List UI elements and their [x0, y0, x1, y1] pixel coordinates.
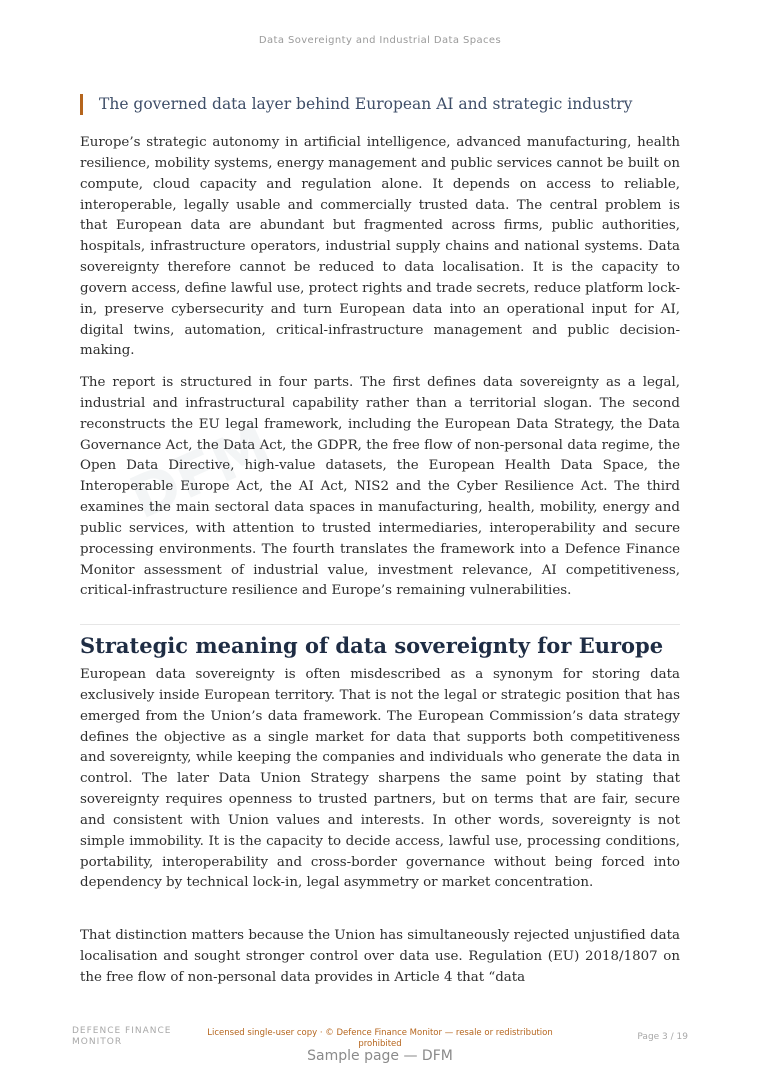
- footer-license-notice: Licensed single-user copy · © Defence Finance Monitor — resale or redistribution prohibited: [207, 1028, 553, 1049]
- body-paragraph-2: The report is structured in four parts. The first defines data sovereignty as a legal, industrial and infrastructural capability rather than a territorial slogan. The second reconstructs the EU legal framework, including the European Data Strategy, the Data Governance Act, the Data Act, the GDPR, the free flow of non-personal data regime, the Open Data Directive, high-value datasets, the European Health Data Space, the Interoperable Europe Act, the AI Act, NIS2 and the Cyber Resilience Act. The third examines the main sectoral data spaces in manufacturing, health, mobility, energy and public services, with attention to trusted intermediaries, interoperability and secure processing environments. The fourth translates the framework into a Defence Finance Monitor assessment of industrial value, investment relevance, AI competitiveness, critical-infrastructure resilience and Europe’s remaining vulnerabilities.: [80, 375, 680, 599]
- running-header: Data Sovereignty and Industrial Data Spaces: [258, 35, 502, 46]
- body-paragraph-3: European data sovereignty is often misdescribed as a synonym for storing data exclusively inside European territory. That is not the legal or strategic position that has emerged from the Union’s data framework. The European Commission’s data strategy defines the objective as a single market for data that supports both competitiveness and sovereignty, while keeping the companies and individuals who generate the data in control. The later Data Union Strategy sharpens the same point by stating that sovereignty requires openness to trusted partners, but on terms that are fair, secure and consistent with Union values and interests. In other words, sovereignty is not simple immobility. It is the capacity to decide access, lawful use, processing conditions, portability, interoperability and cross-border governance without being forced into dependency by technical lock-in, legal asymmetry or market concentration.: [80, 667, 680, 891]
- body-paragraph-1: Europe’s strategic autonomy in artificial intelligence, advanced manufacturing, health resilience, mobility systems, energy management and public services cannot be built on compute, cloud capacity and regulation alone. It depends on access to reliable, interoperable, legally usable and commercially trusted data. The central problem is that European data are abundant but fragmented across firms, public authorities, hospitals, infrastructure operators, industrial supply chains and national systems. Data sovereignty therefore cannot be reduced to data localisation. It is the capacity to govern access, define lawful use, protect rights and trade secrets, reduce platform lock-in, preserve cybersecurity and turn European data into an operational input for AI, digital twins, automation, critical-infrastructure management and public decision-making.: [80, 135, 680, 359]
- footer-brand-line-2: MONITOR: [72, 1036, 123, 1047]
- watermark: DFM: [120, 410, 281, 533]
- page-number: Page 3 / 19: [637, 1032, 688, 1042]
- footer-brand: [72, 1026, 202, 1047]
- section-heading: Strategic meaning of data sovereignty for Europe: [80, 633, 664, 658]
- section-divider: [80, 624, 680, 625]
- sample-page-label: Sample page — DFM: [307, 1048, 453, 1064]
- callout-subtitle: The governed data layer behind European AI and strategic industry: [80, 94, 699, 115]
- footer-brand-line-1: DEFENCE FINANCE: [72, 1026, 172, 1036]
- body-paragraph-4: That distinction matters because the Union has simultaneously rejected unjustified data localisation and sought stronger control over data use. Regulation (EU) 2018/1807 on the free flow of non-personal data provides in Article 4 that “data: [80, 928, 680, 985]
